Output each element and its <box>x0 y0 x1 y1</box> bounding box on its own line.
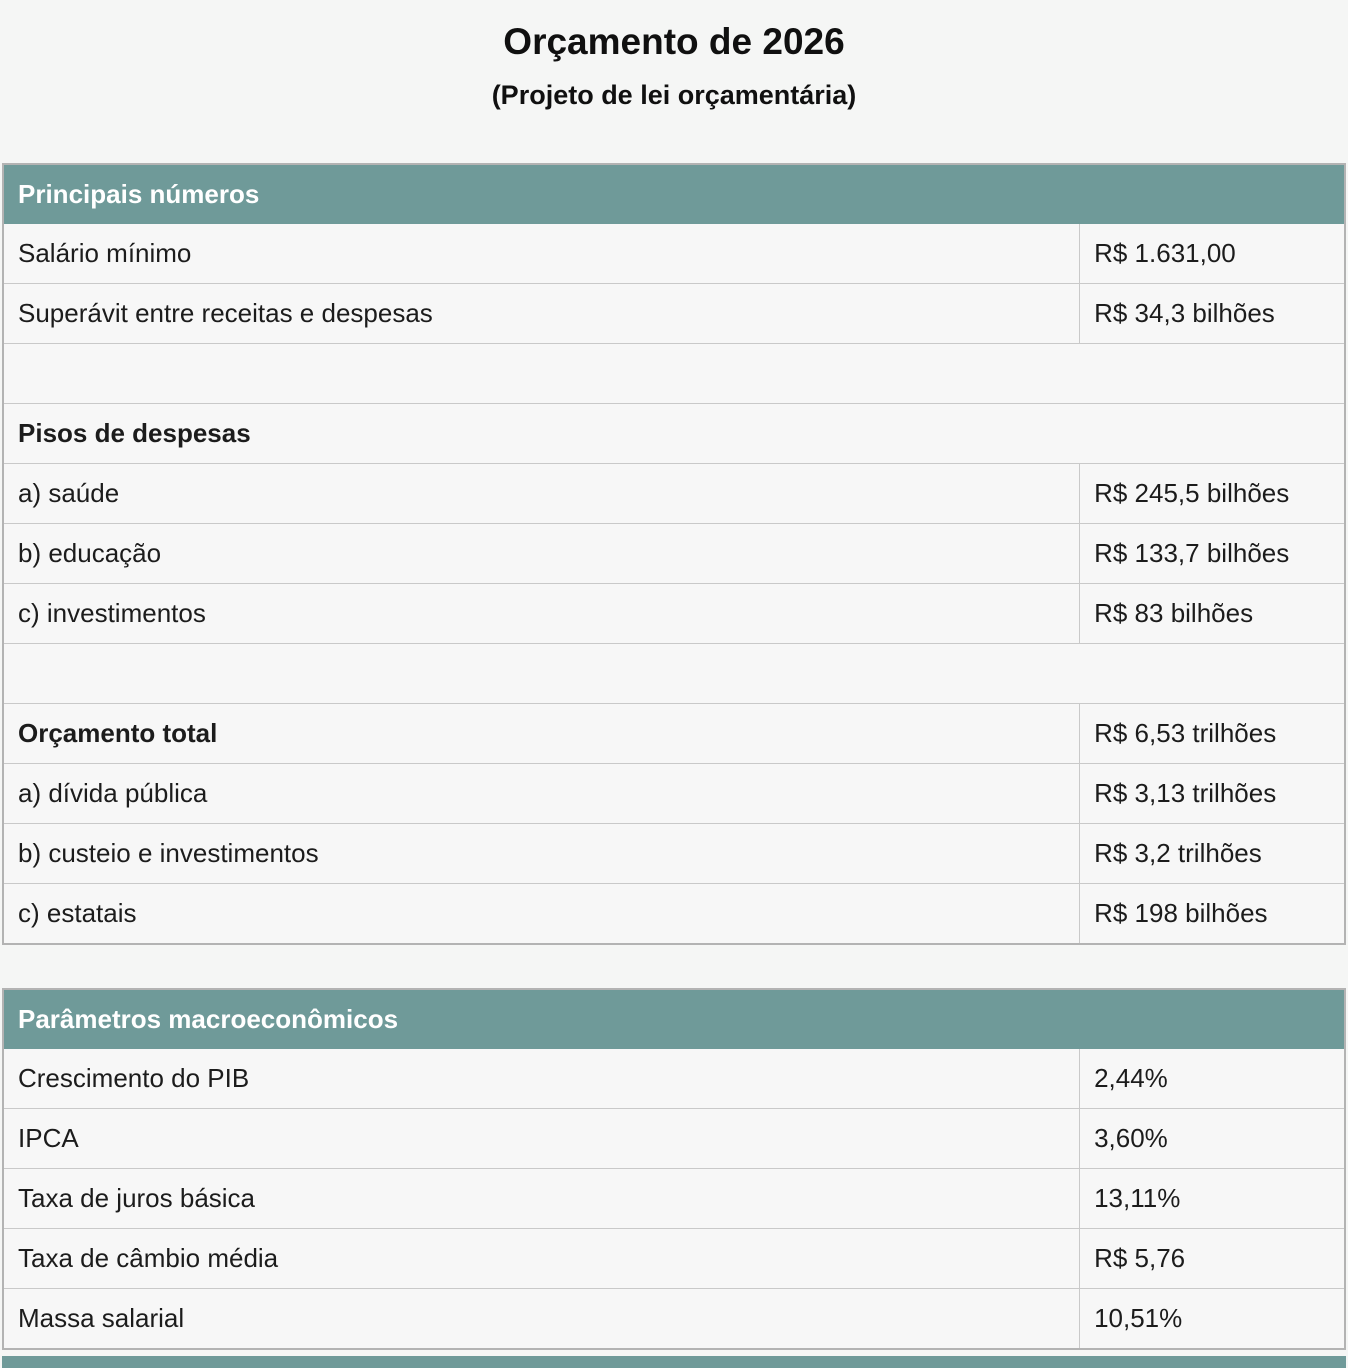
row-value: R$ 1.631,00 <box>1080 224 1345 284</box>
spacer-cell <box>3 344 1345 404</box>
row-value: R$ 5,76 <box>1080 1229 1345 1289</box>
row-value: R$ 133,7 bilhões <box>1080 524 1345 584</box>
row-label: b) custeio e investimentos <box>3 824 1080 884</box>
table-header-row <box>3 989 1345 1049</box>
table-row <box>3 524 1345 584</box>
row-value: 2,44% <box>1080 1049 1345 1109</box>
page-subtitle: (Projeto de lei orçamentária) <box>491 80 857 110</box>
spacer-row <box>3 344 1345 404</box>
table-row <box>3 764 1345 824</box>
page-title: Orçamento de 2026 <box>503 21 845 62</box>
section-header-principais-numeros: Principais números <box>3 164 1345 224</box>
row-value: 13,11% <box>1080 1169 1345 1229</box>
table-row <box>3 824 1345 884</box>
table-row <box>3 884 1345 945</box>
table-header-row <box>3 164 1345 224</box>
row-label: Salário mínimo <box>3 224 1080 284</box>
page-header <box>0 0 1348 163</box>
row-label: a) saúde <box>3 464 1080 524</box>
row-subheader: Pisos de despesas <box>3 404 1345 464</box>
section-header-parametros-macroeconomicos: Parâmetros macroeconômicos <box>3 989 1345 1049</box>
row-label: a) dívida pública <box>3 764 1080 824</box>
row-value: R$ 3,2 trilhões <box>1080 824 1345 884</box>
row-value: R$ 245,5 bilhões <box>1080 464 1345 524</box>
row-label: Massa salarial <box>3 1289 1080 1350</box>
row-label: Superávit entre receitas e despesas <box>3 284 1080 344</box>
row-value: 3,60% <box>1080 1109 1345 1169</box>
table-row <box>3 1289 1345 1350</box>
row-value: 10,51% <box>1080 1289 1345 1350</box>
row-value: R$ 83 bilhões <box>1080 584 1345 644</box>
table-row <box>3 1109 1345 1169</box>
row-label: c) investimentos <box>3 584 1080 644</box>
cutoff-next-section-header-bar <box>2 1356 1346 1368</box>
table-row <box>3 584 1345 644</box>
table-row <box>3 224 1345 284</box>
table-row <box>3 1229 1345 1289</box>
macro-parameters-table <box>2 988 1346 1350</box>
row-label: Orçamento total <box>3 704 1080 764</box>
row-value: R$ 6,53 trilhões <box>1080 704 1345 764</box>
row-label: Crescimento do PIB <box>3 1049 1080 1109</box>
table-row <box>3 1169 1345 1229</box>
table-row <box>3 284 1345 344</box>
table-row <box>3 464 1345 524</box>
row-value: R$ 34,3 bilhões <box>1080 284 1345 344</box>
row-label: IPCA <box>3 1109 1080 1169</box>
table-row <box>3 704 1345 764</box>
row-value: R$ 198 bilhões <box>1080 884 1345 945</box>
spacer-row <box>3 644 1345 704</box>
row-label: c) estatais <box>3 884 1080 945</box>
row-label: b) educação <box>3 524 1080 584</box>
row-label: Taxa de juros básica <box>3 1169 1080 1229</box>
main-numbers-table <box>2 163 1346 945</box>
row-value: R$ 3,13 trilhões <box>1080 764 1345 824</box>
table-row <box>3 1049 1345 1109</box>
row-label: Taxa de câmbio média <box>3 1229 1080 1289</box>
spacer-cell <box>3 644 1345 704</box>
table-row <box>3 404 1345 464</box>
